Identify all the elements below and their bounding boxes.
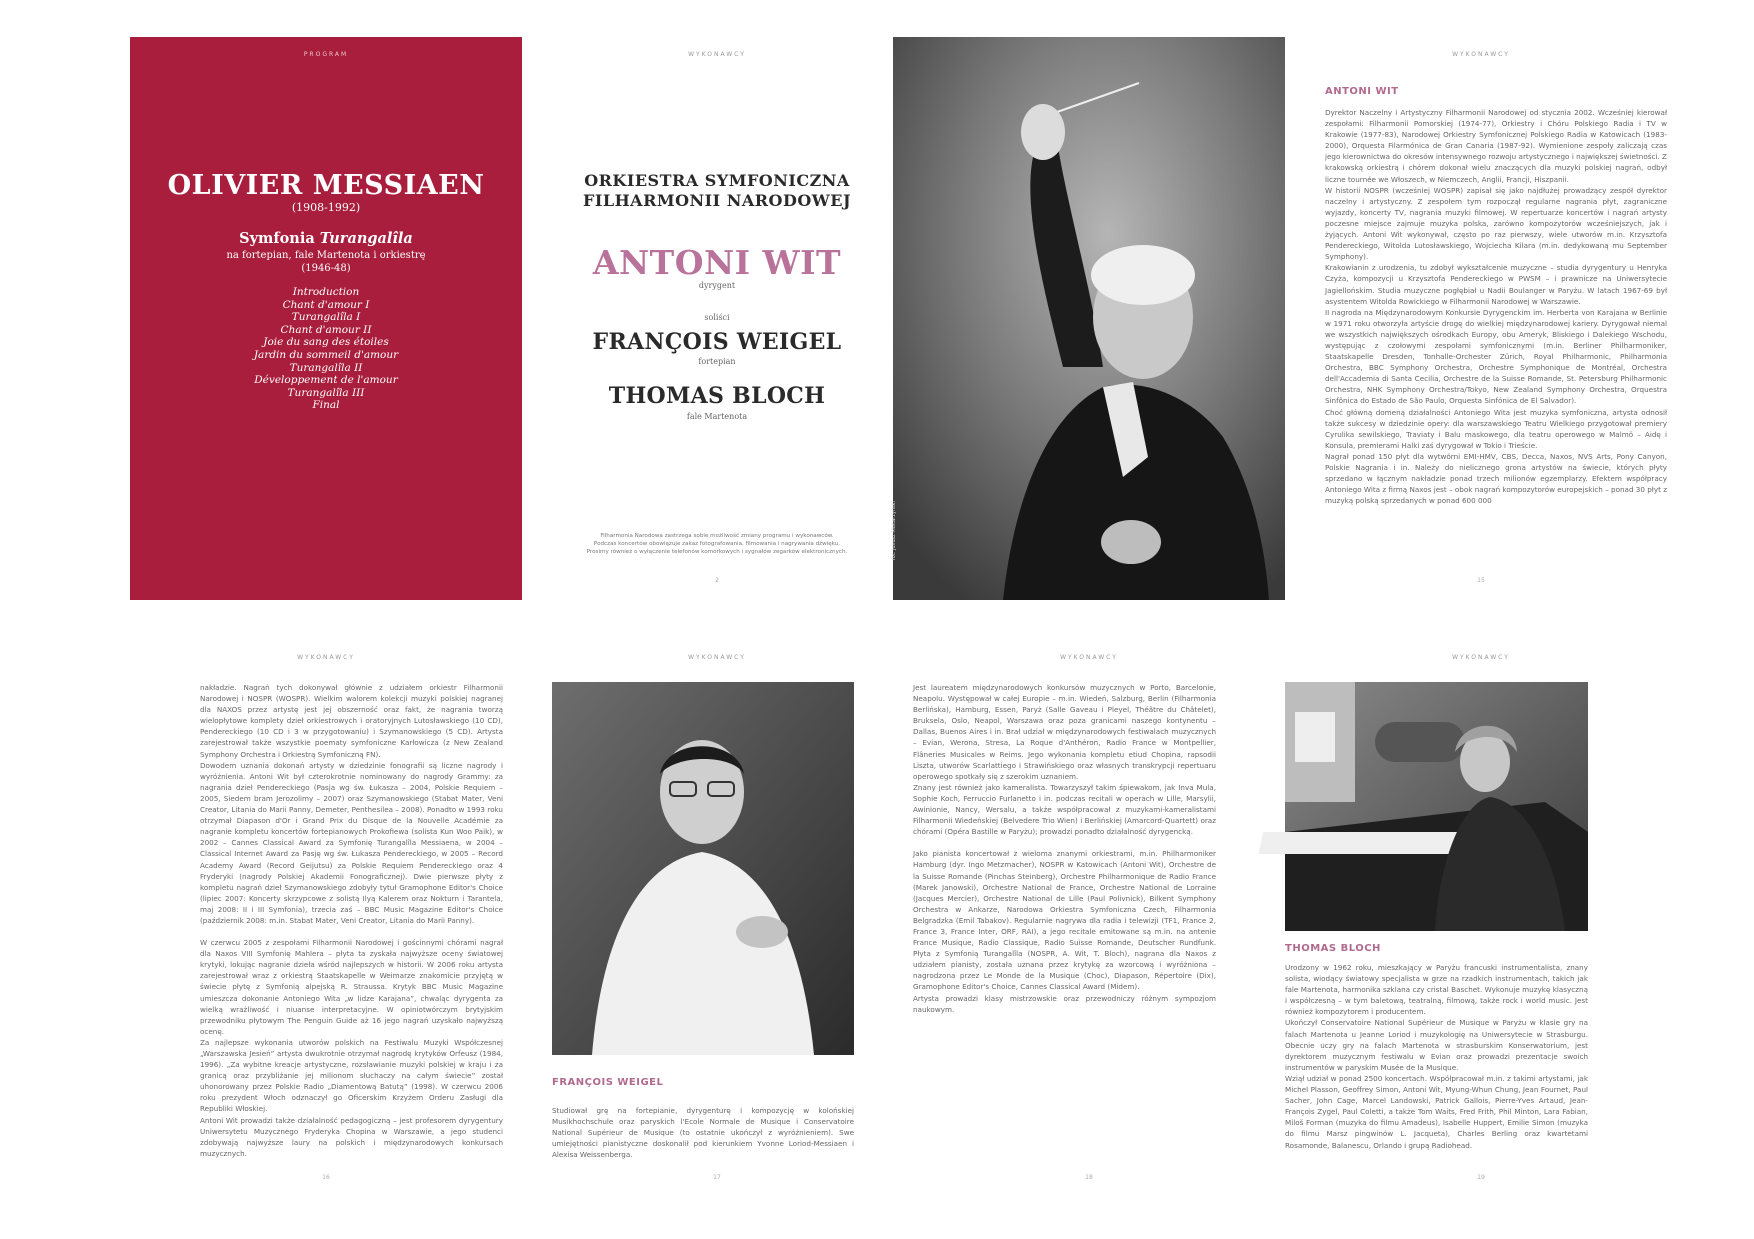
page-header: WYKONAWCY <box>1452 654 1510 661</box>
movement-item: Développement de l'amour <box>254 374 398 387</box>
wit-bio-continued-page <box>130 640 522 1193</box>
cover-page <box>130 37 522 600</box>
paragraph: Choć główną domeną działalności Antoniego Wita jest muzyka symfoniczna, artysta odnosił także sukcesy w dziedzinie opery: dla warszawskiego Teatru Wielkiego przygotował premiery Cyrulika sewilskiego, Traviaty i Balu maskowego, dla teatru operowego w Malmö – Aidę i Konsula, premierami Halki zaś dyrygował w Tokio i Trieście. <box>1325 407 1667 450</box>
weigel-continued-page <box>893 640 1285 1193</box>
paragraph: Artysta prowadzi klasy mistrzowskie oraz przewodniczy różnym sympozjom naukowym. <box>913 993 1216 1014</box>
soloist-role: fortepian <box>698 357 736 366</box>
paragraph: Wziął udział w ponad 2500 koncertach. Współpracował m.in. z takimi artystami, jak Michel Plasson, Geoffrey Simon, Antoni Wit, Myung-Whun Chung, Jean Fournet, Paul Sacher, John Cage, Marcel Landowski, Patrick Gallois, Pierre-Yves Artaud, Jean-François Zygel, Paul Coletti, a także Tom Waits, Fred Frith, Phil Minton, Lara Fabian, Miloš Forman (muzyka do filmu Amadeus), Isabelle Huppert, Emilie Simon (muzyka do filmu Marsz pingwinów L. Jacqueta), Charles Berling oraz kwartetami Rosamonde, Balanescu, Orlando i grupą Radiohead. <box>1285 1073 1588 1150</box>
movement-item: Jardin du sommeil d'amour <box>253 348 399 361</box>
instrumentation-line: na fortepian, fale Martenota i orkiestrę <box>226 250 426 261</box>
paragraph: Urodzony w 1962 roku, mieszkający w Paryżu francuski instrumentalista, znany solista, wiodący światowy specjalista w grze na rzadkich instrumentach, takich jak fale Martenota, harmonika szklana czy cristal Baschet. Wykonuje muzykę klasyczną i współczesną – w tym baletową, teatralną, filmową, także rock i world music. Jest również kompozytorem i producentem. <box>1285 963 1588 1017</box>
work-title-italic: Turangalîla <box>319 230 413 247</box>
paragraph: Nagrał ponad 150 płyt dla wytwórni EMI-HMV, CBS, Decca, Naxos, NVS Arts, Pony Canyon, Polskie Nagrania i in. Należy do nielicznego grona artystów na świecie, których płyty sprzedano w łącznym nakładzie ponad trzech milionów egzemplarzy. Efektem współpracy Antoniego Wita z firmą Naxos jest – obok nagrań kompozytorów europejskich – ponad 30 płyt z muzyką polską sprzedanych w ponad 600 000 <box>1325 451 1667 506</box>
movements-list <box>130 286 522 412</box>
performers-page <box>522 37 912 600</box>
soloists-label: soliści <box>704 313 730 322</box>
movement-item: Turangalîla II <box>289 361 363 374</box>
instrumentation <box>130 249 522 275</box>
paragraph: Antoni Wit prowadzi także działalność pedagogiczną – jest profesorem dyrygentury Uniwersytetu Muzycznego Fryderyka Chopina w Warszawie, a jego studenci zdobywają najwyższe laury na polskich i międzynarodowych konkursach muzycznych. <box>200 1115 503 1158</box>
conductor-role: dyrygent <box>698 281 736 290</box>
notice-line: Filharmonia Narodowa zastrzega sobie możliwość zmiany programu i wykonawców. <box>600 533 834 539</box>
movement-item: Introduction <box>292 286 360 298</box>
movement-item: Turangalîla III <box>287 386 365 399</box>
conductor-photo <box>893 37 1285 600</box>
instrumentation-years: (1946-48) <box>301 263 351 274</box>
bio-text <box>200 682 503 1159</box>
pianist-photo-image <box>552 682 854 1055</box>
paragraph: W historii NOSPR (wcześniej WOSPR) zapisał się jako najdłużej prowadzący zespół dyrektor naczelny i artystyczny. Z zespołem tym rozpoczął regularne nagrania płyt, zagraniczne wyjazdy, koncerty TV, nagrania muzyki filmowej. W repertuarze koncertów i nagrań artysty poczesne miejsce zajmuje muzyka polska, zarówno kompozytorów wcześniejszych, jak i żyjących. Antoni Wit wykonywał, często po raz pierwszy, wiele utworów m.in. Krzysztofa Pendereckiego, Witolda Lutosławskiego, Wojciecha Kilara (m.in. dedykowaną mu September Symphony). <box>1325 185 1667 262</box>
bio-text: Studiował grę na fortepianie, dyrygenturę i kompozycję w kolońskiej Musikhochschule oraz paryskich l'Ecole Normale de Musique i Conservatoire National Supérieur de Musique (to ostatnie ukończył z wyróżnieniem). Swe umiejętności pianistyczne doskonalił pod kierunkiem Yvonne Loriod-Messiaen i Alexisa Weissenberga. <box>552 1106 854 1160</box>
ondes-martenot-photo <box>1285 682 1588 931</box>
orchestra-line-1: ORKIESTRA SYMFONICZNA <box>584 171 850 190</box>
page-header: WYKONAWCY <box>688 654 746 661</box>
notice-line: Prosimy również o wyłączenie telefonów komórkowych i sygnałów zegarków elektronicznych. <box>586 549 848 555</box>
notice-line: Podczas koncertów obowiązuje zakaz fotografowania, filmowania i nagrywania dźwięku. <box>593 541 841 547</box>
movement-item: Final <box>312 399 340 412</box>
page-number: 19 <box>1477 1174 1485 1181</box>
pianist-photo <box>552 682 854 1055</box>
page-header: WYKONAWCY <box>297 654 355 661</box>
photo-credit: fot. Juliusz Multarzyński <box>891 501 897 560</box>
paragraph: Krakowianin z urodzenia, tu zdobył wykształcenie muzyczne – studia dyrygentury u Henryka Czyża, kompozycji u Krzysztofa Pendereckiego w PWSM – i prawnicze na Uniwersytecie Jagiellońskim. Studia muzyczne pogłębiał u Nadii Boulanger w Paryżu. W latach 1967-69 był asystentem Witolda Rowickiego w Filharmonii Narodowej w Warszawie. <box>1325 263 1667 306</box>
bio-text <box>1325 107 1667 506</box>
paragraph: Dowodem uznania dokonań artysty w dziedzinie fonografii są liczne nagrody i wyróżnienia. Antoni Wit był czterokrotnie nominowany do nagrody Grammy: za nagrania dzieł Pendereckiego (Pasja wg św. Łukasza – 2004, Polskie Requiem – 2005, Siedem bram Jerozolimy – 2007) oraz Szymanowskiego (Stabat Mater, Veni Creator, Litania do Marii Panny, Demeter, Penthesilea – 2008). Ponadto w 1993 roku otrzymał Diapason d'Or i Grand Prix du Disque de la Nouvelle Académie za nagranie kompletu koncertów fortepianowych Prokofiewa (solista Kun Woo Paik), w 2002 – Cannes Classical Award za Symfonię Turangalîla Messiaena, w 2004 – Classical Internet Award za Pasję wg św. Łukasza Pendereckiego, w 2005 – Record Academy Award (Record Geijutsu) za Polskie Requiem Pendereckiego oraz 4 Fryderyki (nagrody Polskiej Akademii Fonograficznej). Dwie pierwsze płyty z kompletu nagrań dzieł Szymanowskiego zdobyły tytuł Gramophone Editor's Choice (lipiec 2007: Koncerty skrzypcowe z solistą Ilyą Kalerem oraz Nokturn i Tarantela, maj 2008: II i III Symfonia), trzecia zaś – BBC Music Magazine Editor's Choice (październik 2008: m.in. Stabat Mater, Veni Creator, Litania do Marii Panny). <box>200 760 503 925</box>
paragraph: Jest laureatem międzynarodowych konkursów muzycznych w Porto, Barcelonie, Neapolu. Występował w całej Europie – m.in. Wiedeń, Salzburg, Berlin (Filharmonia Berlińska), Hamburg, Essen, Paryż (Salle Gaveau i Pleyel, Théâtre du Châtelet), Bruksela, Oslo, Neapol, Warszawa oraz poza granicami naszego kontynentu – Dallas, Buenos Aires i in. Brał udział w międzynarodowych festiwalach muzycznych – Evian, Werona, Stresa, La Roque d'Anthéron, Radio France w Montpellier, Flâneries Musicales w Reims. Jego wykonania kompletu etiud Chopina, rapsodii Liszta, utworów Scarlattiego i Strawińskiego oraz własnych transkrypcji repertuaru operowego spotkały się z szerokim uznaniem. <box>913 683 1216 781</box>
bio-text <box>913 682 1216 1015</box>
page-number: 15 <box>1477 577 1485 584</box>
page-number: 16 <box>322 1174 330 1181</box>
orchestra-name <box>522 171 912 211</box>
movement-item: Turangalîla I <box>291 311 361 324</box>
page-number: 2 <box>715 577 719 584</box>
paragraph: W czerwcu 2005 z zespołami Filharmonii Narodowej i gościnnymi chórami nagrał dla Naxos VIII Symfonię Mahlera – płyta ta zyskała najwyższe oceny światowej krytyki, lokując nagranie dzieła wśród najlepszych w historii. W 2006 roku artysta zarejestrował wraz z orkiestrą Staatskapelle w Weimarze znakomicie przyjętą w świecie płytę z Symfonią alpejską R. Straussa. Krytyk BBC Music Magazine umieszcza dokonanie Antoniego Wita „w lidze Karajana”, chwaląc dyrygenta za wielką wrażliwość i niuanse interpretacyjne. W opiniotwórczym brytyjskim przewodniku płytowym The Penguin Guide aż 16 jego nagrań uzyskało najwyższą ocenę. <box>200 938 503 1036</box>
paragraph: Znany jest również jako kameralista. Towarzyszył takim śpiewakom, jak Inva Mula, Sophie Koch, Ferruccio Furlanetto i in. podczas recitali w operach w Lille, Marsylii, Awinionie, Nancy, Wersalu, a także współpracował z muzykami-kameralistami Filharmonii Wiedeńskiej (Belvedere Trio Wien) i Berlińskiej (Amarcord-Quartett) oraz chórami (Opéra Bastille w Paryżu); prowadzi ponadto działalność dyrygencką. <box>913 782 1216 837</box>
section-title: FRANÇOIS WEIGEL <box>552 1077 664 1088</box>
notice <box>562 532 872 556</box>
movement-item: Joie du sang des étoiles <box>263 336 389 349</box>
paragraph: Dyrektor Naczelny i Artystyczny Filharmonii Narodowej od stycznia 2002. Wcześniej kierował zespołami: Filharmonii Pomorskiej (1974-77), Orkiestry i Chóru Polskiego Radia i TV w Krakowie (1977-83), Narodowej Orkiestry Symfonicznej Polskiego Radia w Katowicach (1983-2000), Orquesta Filarmónica de Gran Canaria (1987-92). Wymienione zespoły zaliczają czas jego kierownictwa do okresów intensywnego rozwoju artystycznego i największej świetności. Z krakowską orkiestrą i chórem dokonał wielu znaczących dla muzyki polskiej nagrań, odbył liczne tournée we Włoszech, w Niemczech, Anglii, Francji, Hiszpanii. <box>1325 108 1667 184</box>
paragraph: II nagroda na Międzynarodowym Konkursie Dyrygenckim im. Herberta von Karajana w Berlinie w 1971 roku otworzyła artyście drogę do wielkiej międzynarodowej kariery. Dyrygował niemal we wszystkich największych ośrodkach Europy, obu Ameryk, Bliskiego i Dalekiego Wschodu, występując z czołowymi zespołami symfonicznymi (m.in. Berliner Philharmoniker, Staatskapelle Dresden, Tonhalle-Orchester Zürich, Royal Philharmonic, Philharmonia Orchestra, BBC Symphony Orchestra, Orchestre Symphonique de Montréal, Orchestra dell'Accademia di Santa Cecilia, Orchestre de la Suisse Romande, St. Petersburg Philharmonic Orchestra, NHK Symphony Orchestra/Tokyo, New Zealand Symphony Orchestra, Orquestra Sinfônica do Estado de São Paulo, Orquesta Sinfónica de El Salvador). <box>1325 307 1667 406</box>
composer-name: OLIVIER MESSIAEN <box>167 170 485 201</box>
ondes-martenot-photo-image <box>1285 682 1588 931</box>
bio-text <box>1285 962 1588 1151</box>
page-header: PROGRAM <box>303 51 349 58</box>
composer-years: (1908-1992) <box>291 201 361 214</box>
paragraph: Ukończył Conservatoire National Supérieur de Musique w Paryżu w klasie gry na falach Martenota u Jeanne Loriod i muzykologię na Uniwersytecie w Strasburgu. Obecnie uczy gry na falach Martenota w strasburskim Konserwatorium, jest dyrektorem muzycznym festiwalu w Evian oraz prowadzi prezentacje swoich instrumentów w paryskim Musée de la Musique. <box>1285 1018 1588 1072</box>
soloist-role: fale Martenota <box>686 412 748 421</box>
movement-item: Chant d'amour II <box>280 323 372 336</box>
work-prefix: Symfonia <box>239 230 320 247</box>
movement-item: Chant d'amour I <box>282 298 370 311</box>
soloist-name: FRANÇOIS WEIGEL <box>592 329 842 355</box>
page-number: 18 <box>1085 1174 1093 1181</box>
paragraph: nakładzie. Nagrań tych dokonywał głównie z udziałem orkiestr Filharmonii Narodowej i NOSPR (WOSPR). Wielkim walorem kolekcji muzyki polskiej nagranej dla NAXOS przez artystę jest jej obszerność oraz fakt, że nagrania tworzą wielopłytowe komplety dzieł orkiestrowych i oratoryjnych Lutosławskiego (10 CD), Pendereckiego (10 CD i 3 w przygotowaniu) i Szymanowskiego (5 CD). Artysta zarejestrował także wszystkie poematy symfoniczne Karłowicza (z New Zealand Symphony Orchestra i Orkiestrą Symfoniczną FN). <box>200 683 503 759</box>
weigel-page <box>522 640 912 1193</box>
section-title: THOMAS BLOCH <box>1285 943 1381 954</box>
section-title: ANTONI WIT <box>1325 86 1399 97</box>
bloch-page <box>1285 640 1677 1193</box>
wit-bio-page <box>1285 37 1677 600</box>
page-header: WYKONAWCY <box>1452 51 1510 58</box>
conductor-photo-page <box>893 37 1285 600</box>
work-title <box>130 230 522 247</box>
orchestra-line-2: FILHARMONII NARODOWEJ <box>582 191 852 210</box>
paragraph: Za najlepsze wykonania utworów polskich na Festiwalu Muzyki Współczesnej „Warszawska Jesień” artysta dwukrotnie otrzymał nagrodę krytyków Orfeusz (1984, 1996). „Za wybitne kreacje artystyczne, rozsławianie muzyki polskiej w kraju i za granicą oraz przybliżanie jej milionom słuchaczy na całym świecie” został uhonorowany przez Polskie Radio „Diamentową Batutą” (1998). W czerwcu 2006 roku prezydent Włoch odznaczył go Oficerskim Krzyżem Orderu Zasługi dla Republiki Włoskiej. <box>200 1037 503 1114</box>
page-header: WYKONAWCY <box>1060 654 1118 661</box>
page-header: WYKONAWCY <box>688 51 746 58</box>
conductor-name: ANTONI WIT <box>592 243 842 282</box>
page-number: 17 <box>713 1174 721 1181</box>
soloist-name: THOMAS BLOCH <box>608 383 826 409</box>
paragraph: Jako pianista koncertował z wieloma znanymi orkiestrami, m.in. Philharmoniker Hamburg (dyr. Ingo Metzmacher), NOSPR w Katowicach (Antoni Wit), Orchestre de la Suisse Romande (Pinchas Steinberg), Orchestre Philharmonique de Radio France (Marek Janowski), Orchestre National de France, Orchestre National de Lorraine (Jacques Mercier), Orchestre National de Lille (Paul Polivnick), Bilkent Symphony Orchestra w Ankarze, Narodowa Orkiestra Symfoniczna Czech, Filharmonia Belgradzka (Emil Tabakov). Regularnie nagrywa dla radia i telewizji (TF1, France 2, France 3, France Inter, ORF, RAI), a jego recitale emitowane są m.in. na antenie France Musique, Radio Classique, Radio Suisse Romande, Deutscher Rundfunk. Płyta z Symfonią Turangalîla (NOSPR, A. Wit, T. Bloch), nagrana dla Naxos z udziałem pianisty, została uznana przez krytykę za wzorcową i wyróżniona – nagrodzona przez Le Monde de la Musique (Choc), Diapason, Répertoire (Dix), Gramophone Editor's Choice, Cannes Classical Award (Midem). <box>913 849 1216 992</box>
